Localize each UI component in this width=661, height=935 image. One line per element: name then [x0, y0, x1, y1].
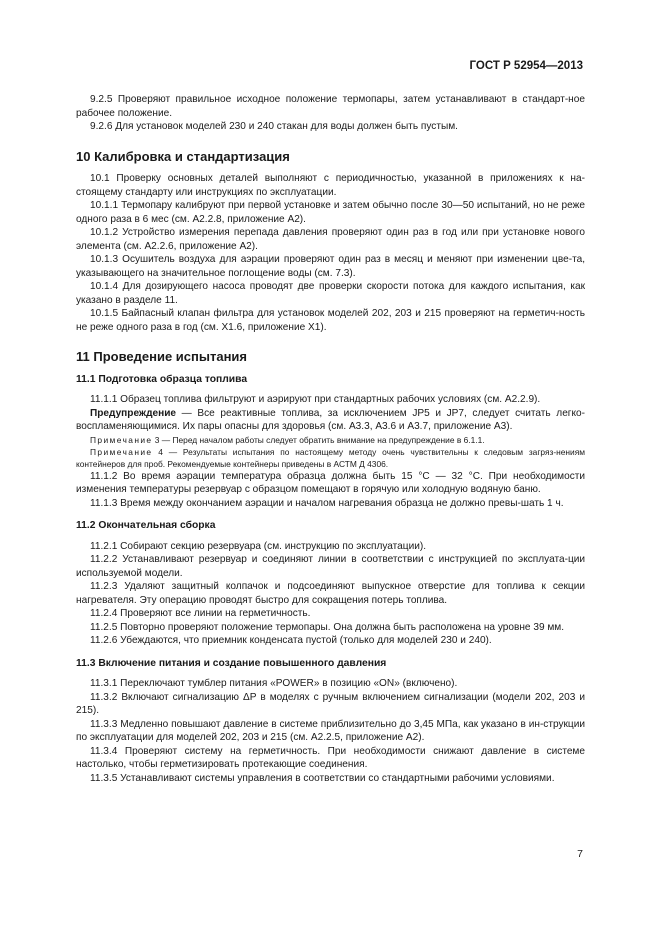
paragraph-11-2-1: 11.2.1 Собирают секцию резервуара (см. инструкцию по эксплуатации). — [90, 540, 427, 552]
standard-number: ГОСТ Р 52954—2013 — [469, 60, 583, 72]
page-number: 7 — [577, 848, 583, 860]
paragraph-11-2-6: 11.2.6 Убеждаются, что приемник конденсата пустой (только для моделей 230 и 240). — [90, 635, 492, 646]
note-4 — [76, 446, 585, 470]
paragraph-10-1: 10.1 Проверку основных деталей выполняют с периодичностью, указанной в приложениях к на-стоящему стандарту или инструкциях по эксплуатации. — [76, 173, 585, 198]
paragraph-11-3-5: 11.3.5 Устанавливают системы управления в соответствии со стандартными рабочими условиями. — [90, 772, 555, 784]
subsection-11-1-heading: 11.1 Подготовка образца топлива — [76, 373, 248, 385]
paragraph-11-3-2: 11.3.2 Включают сигнализацию ΔP в моделях с ручным включением сигнализации (модели 202, 203 и 215). — [76, 691, 585, 716]
warning-text: — Все реактивные топлива, за исключением JP5 и JP7, следует считать легко-воспламеняющимися. Их пары опасны для здоровья (см. А3.3, А3.6 и А3.7, приложение А3). — [76, 407, 585, 432]
paragraph-10-1-2: 10.1.2 Устройство измерения перепада давления проверяют один раз в год или при установке нового элемента (см. А2.2.6, приложение А2). — [76, 227, 585, 252]
warning-label: Предупреждение — [90, 407, 177, 419]
paragraph-11-1-1: 11.1.1 Образец топлива фильтруют и аэрируют при стандартных рабочих условиях (см. А2.2.9). — [90, 394, 541, 405]
subsection-11-2-heading: 11.2 Окончательная сборка — [76, 520, 216, 531]
paragraph-11-2-4: 11.2.4 Проверяют все линии на герметичность. — [90, 608, 311, 619]
note-4-label: Примечание — [90, 446, 153, 457]
section-10-heading: 10 Калибровка и стандартизация — [76, 148, 290, 164]
paragraph-11-2-3: 11.2.3 Удаляют защитный колпачок и подсоединяют выпускное отверстие для топлива к секции нагревателя. Эту операцию проводят быстро для сокращения потерь топлива. — [76, 581, 585, 606]
paragraph-9-2-6: 9.2.6 Для установок моделей 230 и 240 стакан для воды должен быть пустым. — [90, 121, 458, 132]
paragraph-11-2-5: 11.2.5 Повторно проверяют положение термопары. Она должна быть расположена на уровне 39 мм. — [90, 621, 565, 633]
note-3-text: 3 — Перед началом работы следует обратить внимание на предупреждение в 6.1.1. — [152, 434, 485, 445]
paragraph-11-3-4: 11.3.4 Проверяют систему на герметичность. При необходимости снижают давление в системе настолько, чтобы герметизировать протекающие соединения. — [76, 745, 585, 770]
paragraph-10-1-4: 10.1.4 Для дозирующего насоса проводят две проверки скорости потока для каждого испытания, как указано в разделе 11. — [76, 281, 585, 306]
paragraph-11-3-1: 11.3.1 Переключают тумблер питания «POWER» в позицию «ON» (включено). — [90, 678, 458, 689]
note-3 — [76, 434, 585, 446]
paragraph-9-2-5: 9.2.5 Проверяют правильное исходное положение термопары, затем устанавливают в стандарт-ное рабочее положение. — [76, 94, 585, 119]
paragraph-10-1-3: 10.1.3 Осушитель воздуха для аэрации проверяют один раз в месяц и меняют при изменении цве-та, указывающего на значительное поглощение воды (см. 7.3). — [76, 254, 585, 279]
paragraph-10-1-5: 10.1.5 Байпасный клапан фильтра для установок моделей 202, 203 и 215 проверяют на герметич-ность не реже одного раза в год (см. Х1.6, приложение Х1). — [76, 308, 585, 333]
paragraph-10-1-1: 10.1.1 Термопару калибруют при первой установке и затем обычно после 30—50 испытаний, но не реже одного раза в 6 мес (см. А2.2.8, приложение А2). — [76, 200, 585, 225]
paragraph-11-1-2: 11.1.2 Во время аэрации температура образца должна быть 15 °С — 32 °С. При необходимости изменения температуры резервуар с образцом помещают в горячую или холодную водяную баню. — [76, 470, 585, 495]
page-content — [76, 93, 585, 785]
subsection-11-3-heading: 11.3 Включение питания и создание повышенного давления — [76, 657, 387, 669]
warning-paragraph — [76, 407, 585, 434]
note-4-text: 4 — Результаты испытания по настоящему методу очень чувствительны к следовым загряз-нениям контейнеров для проб. Рекомендуемые контейнеры приведены в АСТМ Д 4306. — [76, 446, 585, 469]
note-3-label: Примечание — [90, 434, 153, 445]
paragraph-11-3-3: 11.3.3 Медленно повышают давление в системе приблизительно до 3,45 МПа, как указано в ин-струкции по эксплуатации для моделей 202, 203 и 215 (см. А2.2.5, приложение А2). — [76, 718, 585, 743]
paragraph-11-1-3: 11.1.3 Время между окончанием аэрации и началом нагревания образца не должно превы-шать 1 ч. — [90, 497, 564, 509]
paragraph-11-2-2: 11.2.2 Устанавливают резервуар и соединяют линии в соответствии с инструкцией по эксплуата-ции используемой модели. — [76, 554, 585, 579]
section-11-heading: 11 Проведение испытания — [76, 349, 247, 364]
